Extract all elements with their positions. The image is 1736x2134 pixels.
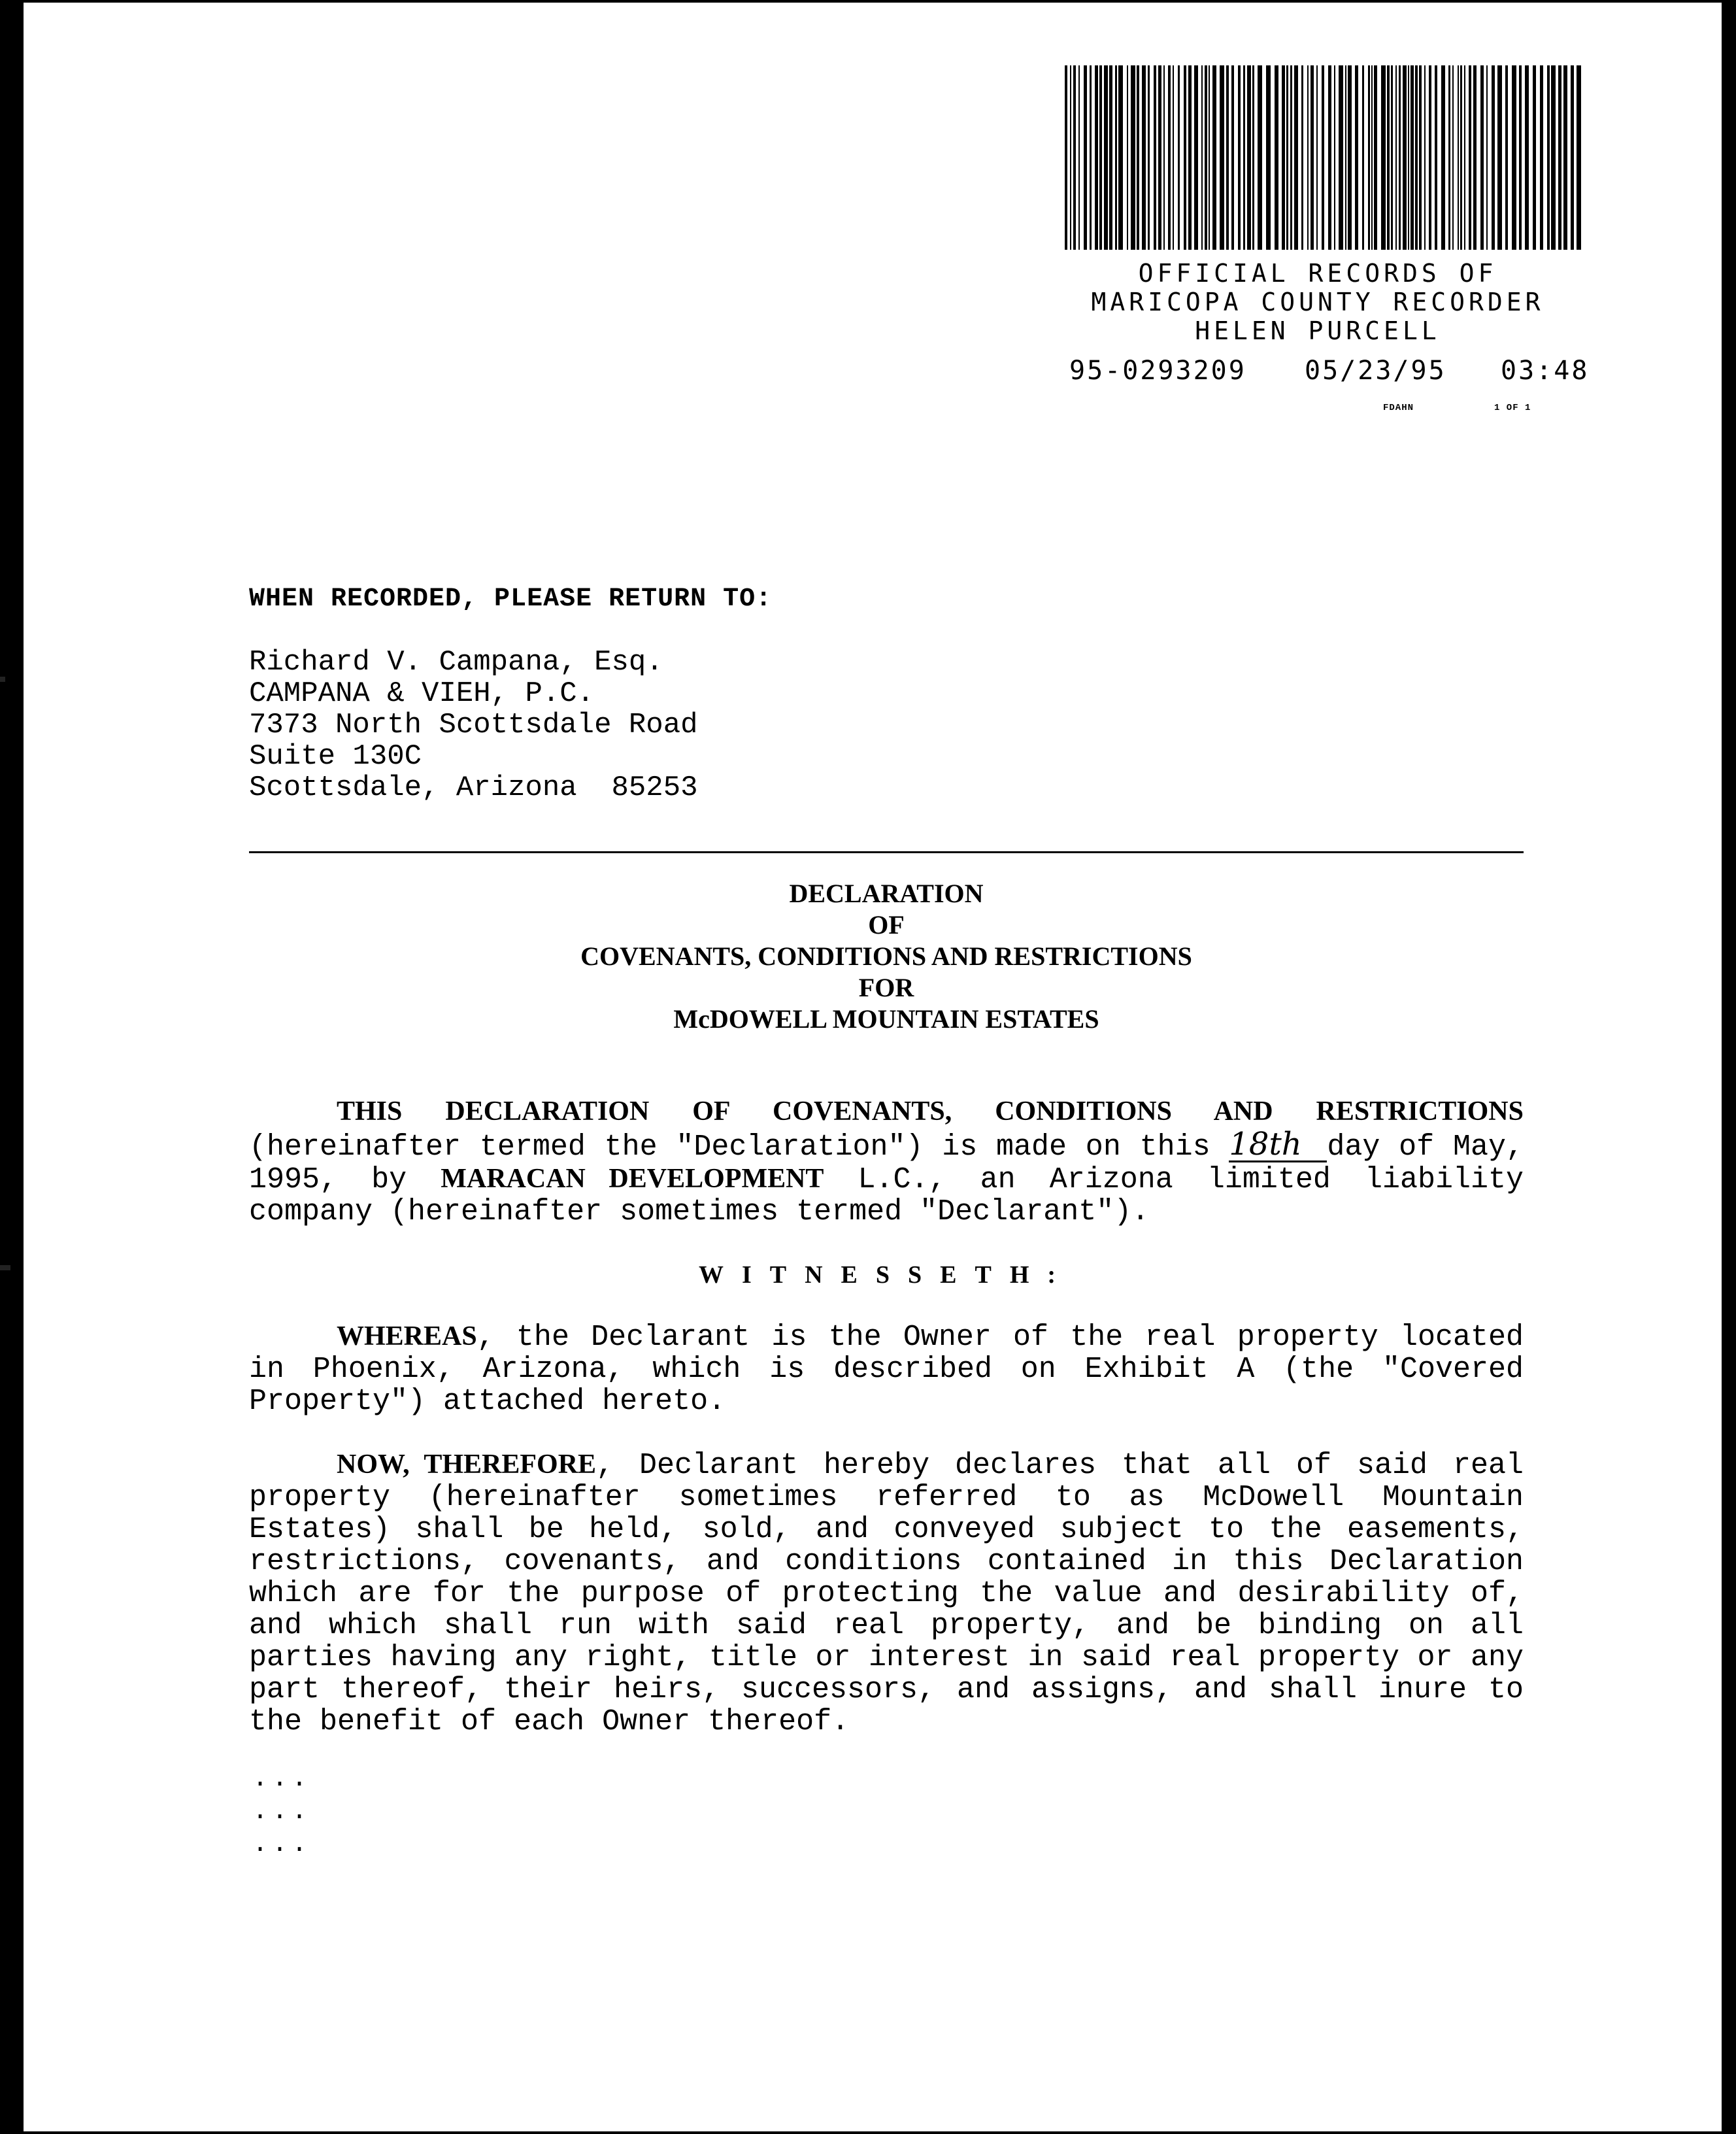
return-to-label: WHEN RECORDED, PLEASE RETURN TO: (249, 584, 773, 614)
doc-title-line-2: OF (868, 910, 905, 940)
barcode-bar (1247, 65, 1251, 250)
whereas-text: , the Declarant is the Owner of the real property located in Phoenix, Arizona, which is described on Exhibit A (the "Covered Property") attached hereto. (249, 1321, 1524, 1418)
record-date: 05/23/95 (1305, 356, 1446, 386)
whereas-paragraph (249, 1321, 1524, 1417)
barcode-bar (1371, 65, 1373, 250)
scan-edge-mark (0, 1265, 10, 1270)
barcode-bar (1558, 65, 1561, 250)
barcode-bar (1540, 65, 1543, 250)
now-therefore-bold-lead: NOW, THEREFORE (337, 1449, 597, 1480)
barcode-bar (1563, 65, 1567, 250)
barcode-bar (1290, 65, 1292, 250)
barcode-bar (1142, 65, 1146, 250)
doc-title-line-5: McDOWELL MOUNTAIN ESTATES (673, 1004, 1099, 1034)
return-address-line: CAMPANA & VIEH, P.C. (249, 677, 595, 710)
barcode-bar (1209, 65, 1210, 250)
barcode-bar (1231, 65, 1234, 250)
barcode-bar (1480, 65, 1484, 250)
record-code: FDAHN (1383, 403, 1414, 413)
intro-text-1: (hereinafter termed the "Declaration") is made on this (249, 1130, 1210, 1164)
barcode-bar (1258, 65, 1262, 250)
barcode-bar (1275, 65, 1278, 250)
barcode-bar (1294, 65, 1298, 250)
barcode-bar (1469, 65, 1471, 250)
barcode-bar (1212, 65, 1216, 250)
barcode-bar (1374, 65, 1377, 250)
barcode-bar (1220, 65, 1224, 250)
barcode-icon (1060, 65, 1582, 250)
barcode-bar (1301, 65, 1303, 250)
witnesseth-heading: WITNESSETH: (698, 1261, 1075, 1289)
now-therefore-text: , Declarant hereby declares that all of said real property (hereinafter sometimes referred to as McDowell Mountain Estates) shall be held, sold, and conveyed subject to the easements, restrictions, covenants, and conditions contained in this Declaration which are for the purpose of protecting the value and desirability of, and which shall run with said real property, and be binding on all parties having any right, title or interest in said real property or any part thereof, their heirs, successors, and assigns, and shall inure to the benefit of each Owner thereof. (249, 1449, 1524, 1738)
barcode-bar (1168, 65, 1171, 250)
barcode-bar (1464, 65, 1465, 250)
barcode-bar (1316, 65, 1318, 250)
barcode-bar (1095, 65, 1098, 250)
barcode-bar (1399, 65, 1401, 250)
return-address-line: 7373 North Scottsdale Road (249, 709, 698, 741)
intro-paragraph (249, 1096, 1524, 1228)
record-page-count: 1 OF 1 (1494, 403, 1531, 413)
recorder-line-2: MARICOPA COUNTY RECORDER (1091, 288, 1544, 316)
barcode-bar (1154, 65, 1156, 250)
barcode-bar (1410, 65, 1414, 250)
barcode-bar (1419, 65, 1422, 250)
barcode-bar (1201, 65, 1203, 250)
barcode-bar (1178, 65, 1180, 250)
barcode-bar (1571, 65, 1574, 250)
document-page (24, 3, 1722, 2131)
barcode-bar (1452, 65, 1454, 250)
barcode-bar (1348, 65, 1352, 250)
barcode-bar (1381, 65, 1386, 250)
barcode-bar (1158, 65, 1161, 250)
intro-text-2: day of May, 1995, by (249, 1130, 1524, 1196)
doc-title-line-1: DECLARATION (789, 879, 984, 908)
barcode-bar (1109, 65, 1112, 250)
recorder-line-3: HELEN PURCELL (1195, 316, 1441, 345)
barcode-bar (1448, 65, 1450, 250)
barcode-bar (1084, 65, 1087, 250)
barcode-bar (1188, 65, 1192, 250)
barcode-bar (1505, 65, 1508, 250)
barcode-bar (1486, 65, 1488, 250)
barcode-bar (1458, 65, 1459, 250)
barcode-bar (1118, 65, 1123, 250)
barcode-bar (1163, 65, 1165, 250)
barcode-bar (1194, 65, 1198, 250)
record-time: 03:48 (1501, 356, 1590, 386)
barcode-bar (1492, 65, 1495, 250)
barcode-bar (1473, 65, 1477, 250)
barcode-bar (1328, 65, 1331, 250)
record-number: 95-0293209 (1069, 356, 1246, 386)
return-address-line: Suite 130C (249, 740, 422, 773)
barcode-bar (1148, 65, 1150, 250)
barcode-bar (1551, 65, 1556, 250)
ellipsis: ... (252, 1797, 312, 1827)
barcode-bar (1286, 65, 1288, 250)
barcode-bar (1512, 65, 1516, 250)
barcode-bar (1395, 65, 1397, 250)
barcode-bar (1073, 65, 1076, 250)
barcode-bar (1441, 65, 1445, 250)
barcode-bar (1127, 65, 1128, 250)
barcode-bar (1184, 65, 1186, 250)
intro-text-3: L.C., an Arizona limited liability company (hereinafter sometimes termed "Declarant"). (249, 1163, 1524, 1228)
barcode-bar (1577, 65, 1581, 250)
barcode-bar (1266, 65, 1271, 250)
return-address-line: Richard V. Campana, Esq. (249, 646, 663, 679)
barcode-bar (1310, 65, 1314, 250)
barcode-bar (1403, 65, 1407, 250)
barcode-bar (1252, 65, 1254, 250)
barcode-bar (1173, 65, 1174, 250)
barcode-bar (1238, 65, 1241, 250)
barcode-bar (1307, 65, 1309, 250)
barcode-bar (1525, 65, 1529, 250)
handwritten-day: 18th (1229, 1128, 1327, 1162)
barcode-bar (1334, 65, 1335, 250)
ellipsis: ... (252, 1765, 312, 1794)
barcode-bar (1547, 65, 1550, 250)
barcode-bar (1339, 65, 1343, 250)
doc-title-line-4: FOR (858, 973, 914, 1002)
barcode-bar (1345, 65, 1346, 250)
intro-bold-lead: THIS DECLARATION OF COVENANTS, CONDITIONS AND RESTRICTIONS (337, 1096, 1524, 1126)
barcode-bar (1533, 65, 1536, 250)
barcode-bar (1408, 65, 1409, 250)
barcode-bar (1497, 65, 1502, 250)
barcode-bar (1424, 65, 1426, 250)
ellipsis: ... (252, 1830, 312, 1859)
return-address-line: Scottsdale, Arizona 85253 (249, 771, 698, 804)
barcode-bar (1415, 65, 1418, 250)
scan-edge-mark (0, 677, 5, 682)
barcode-bar (1205, 65, 1207, 250)
barcode-bar (1115, 65, 1117, 250)
barcode-bar (1368, 65, 1370, 250)
barcode-bar (1387, 65, 1390, 250)
barcode-bar (1078, 65, 1080, 250)
barcode-bar (1226, 65, 1229, 250)
barcode-bar (1282, 65, 1285, 250)
recorder-line-1: OFFICIAL RECORDS OF (1138, 259, 1497, 288)
barcode-bar (1519, 65, 1522, 250)
company-name: MARACAN DEVELOPMENT (441, 1164, 824, 1194)
barcode-bar (1322, 65, 1324, 250)
barcode-bar (1099, 65, 1102, 250)
now-therefore-paragraph (249, 1449, 1524, 1738)
barcode-bar (1429, 65, 1431, 250)
barcode-bar (1137, 65, 1139, 250)
barcode-bar (1460, 65, 1462, 250)
barcode-bar (1355, 65, 1358, 250)
barcode-bar (1090, 65, 1092, 250)
barcode-bar (1362, 65, 1364, 250)
whereas-bold-lead: WHEREAS (337, 1321, 477, 1351)
barcode-bar (1131, 65, 1135, 250)
barcode-bar (1104, 65, 1108, 250)
barcode-bar (1243, 65, 1245, 250)
barcode-bar (1391, 65, 1393, 250)
barcode-bar (1065, 65, 1067, 250)
doc-title-line-3: COVENANTS, CONDITIONS AND RESTRICTIONS (580, 941, 1192, 971)
barcode-bar (1070, 65, 1071, 250)
barcode-bar (1435, 65, 1437, 250)
divider (249, 851, 1524, 853)
